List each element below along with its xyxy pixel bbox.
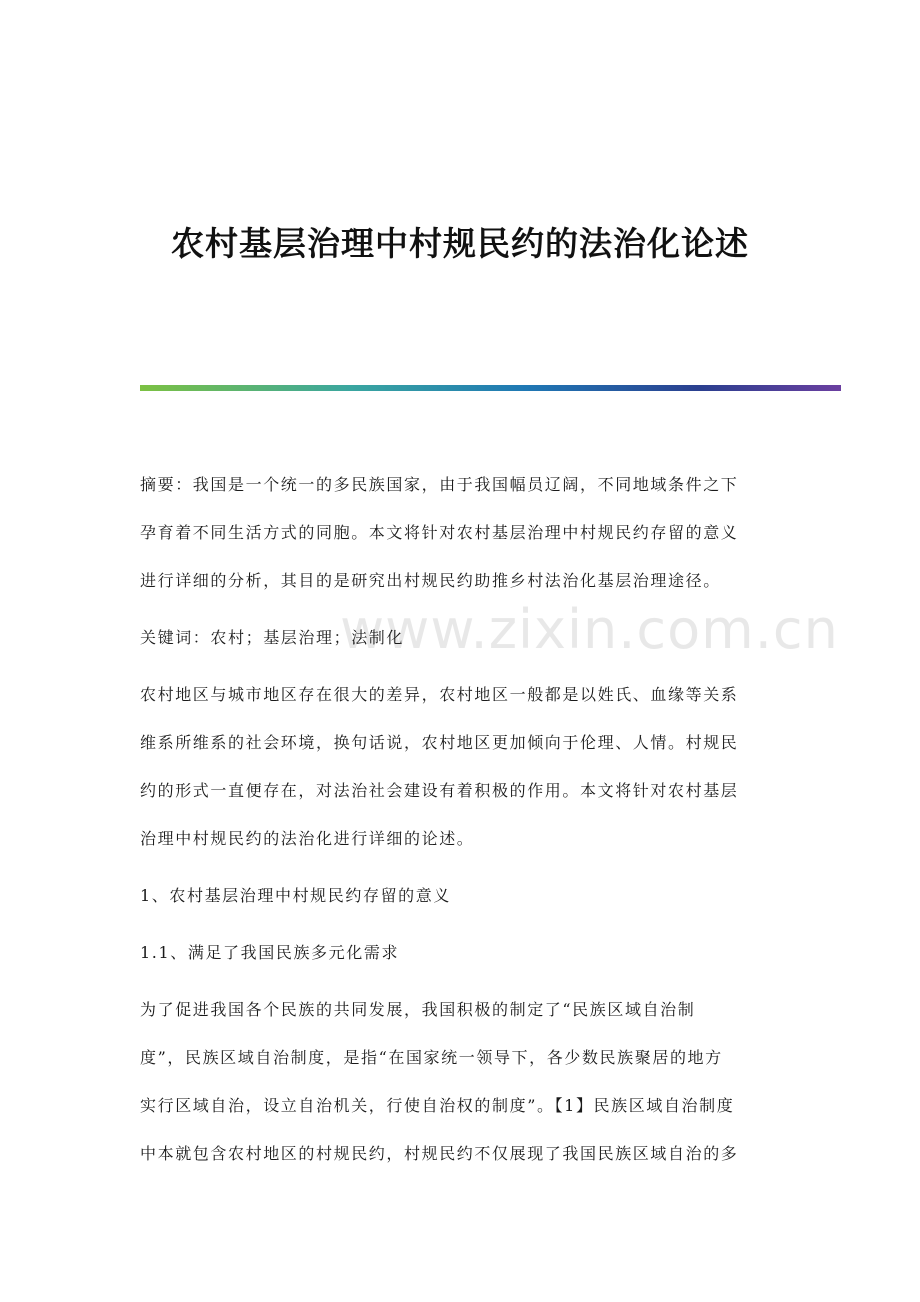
- intro-line-1: 农村地区与城市地区存在很大的差异，农村地区一般都是以姓氏、血缘等关系: [140, 685, 739, 704]
- body-line-2: 度”，民族区域自治制度，是指“在国家统一领导下，各少数民族聚居的地方: [140, 1048, 723, 1067]
- intro-line-3: 约的形式一直便存在，对法治社会建设有着积极的作用。本文将针对农村基层: [140, 781, 739, 800]
- body-line-4: 中本就包含农村地区的村规民约，村规民约不仅展现了我国民族区域自治的多: [140, 1144, 739, 1163]
- abstract-line-3: 进行详细的分析，其目的是研究出村规民约助推乡村法治化基层治理途径。: [140, 571, 721, 590]
- watermark: www.zixin.com.cn: [340, 598, 839, 661]
- abstract-line-1: 摘要：我国是一个统一的多民族国家，由于我国幅员辽阔，不同地域条件之下: [140, 475, 739, 494]
- title-divider: [140, 385, 841, 391]
- subsection-heading-1-1: 1.1、满足了我国民族多元化需求: [140, 943, 400, 962]
- body-line-1: 为了促进我国各个民族的共同发展，我国积极的制定了“民族区域自治制: [140, 1000, 696, 1019]
- keywords-line: 关键词：农村；基层治理；法制化: [140, 628, 405, 647]
- abstract-line-2: 孕育着不同生活方式的同胞。本文将针对农村基层治理中村规民约存留的意义: [140, 523, 739, 542]
- body-line-3: 实行区域自治，设立自治机关，行使自治权的制度”。【1】民族区域自治制度: [140, 1096, 735, 1115]
- document-title: 农村基层治理中村规民约的法治化论述: [171, 224, 749, 263]
- section-heading-1: 1、农村基层治理中村规民约存留的意义: [140, 886, 451, 905]
- intro-line-2: 维系所维系的社会环境，换句话说，农村地区更加倾向于伦理、人情。村规民: [140, 733, 739, 752]
- intro-line-4: 治理中村规民约的法治化进行详细的论述。: [140, 829, 475, 848]
